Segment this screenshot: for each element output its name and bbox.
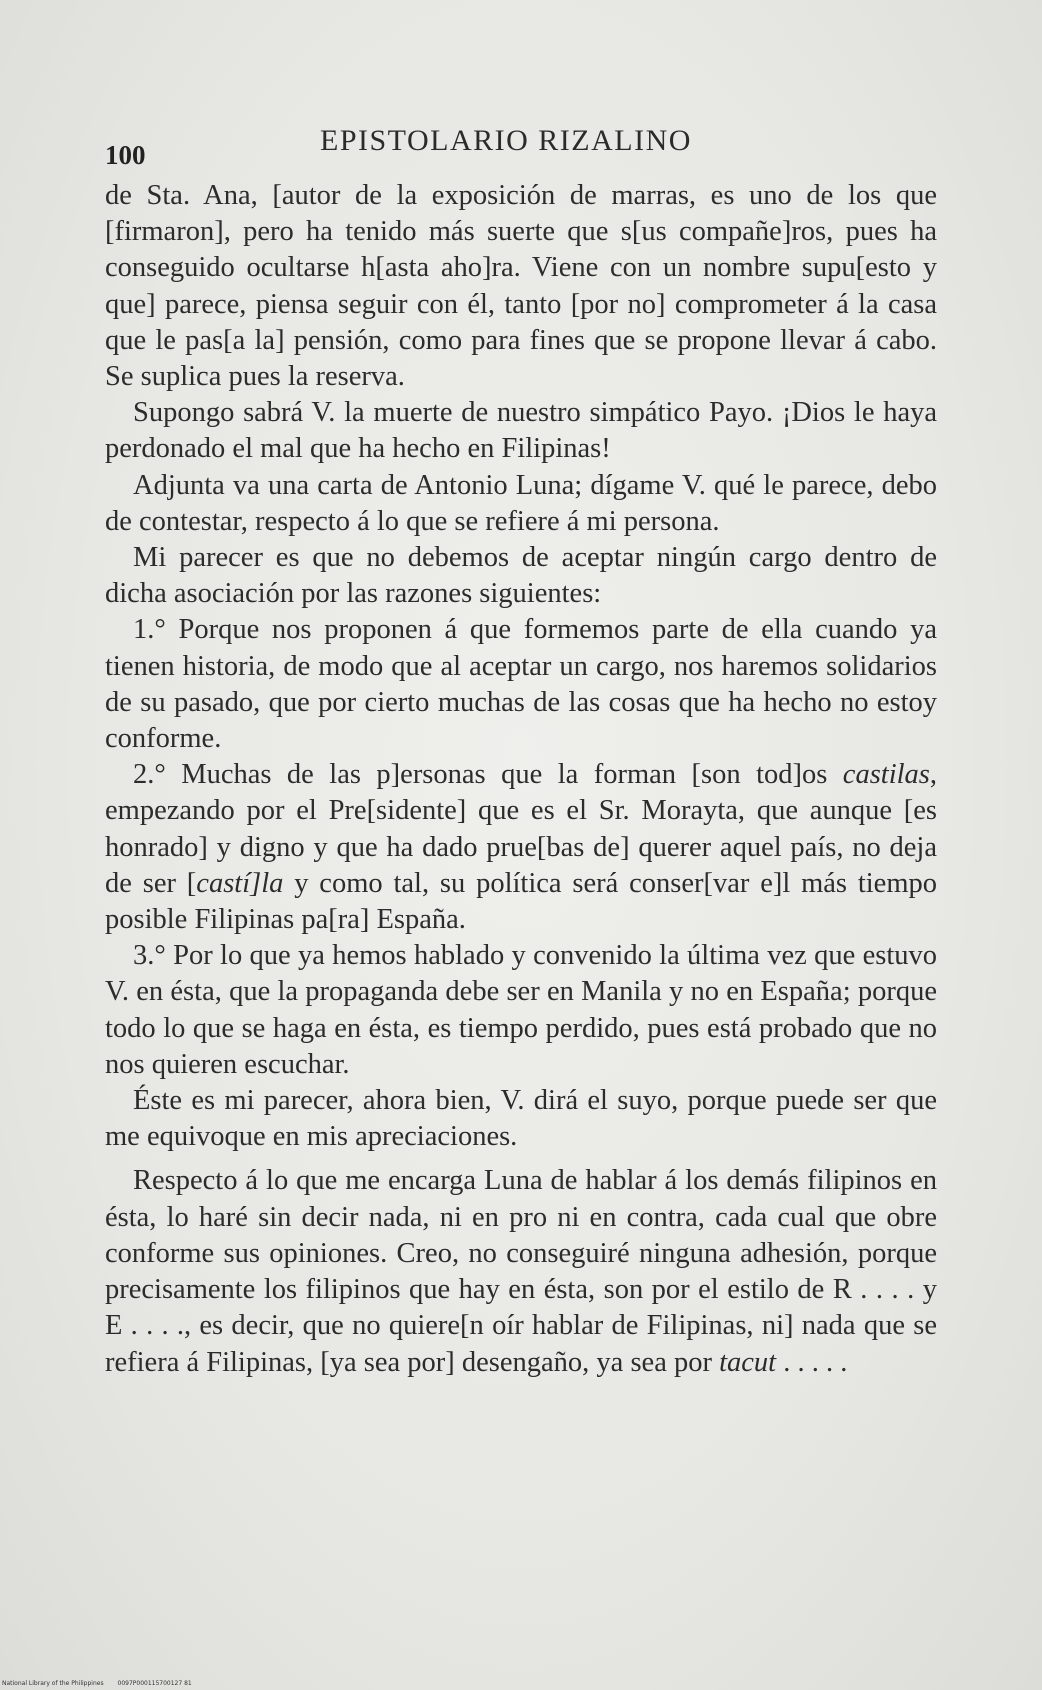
letter-body <box>105 178 937 1381</box>
paragraph-opinion: Éste es mi parecer, ahora bien, V. dirá el suyo, porque puede ser que me equivoque en mis apreciaciones. <box>105 1085 937 1153</box>
reason-2-italic-castilas: castilas <box>842 759 930 791</box>
footer-library: National Library of the Philippines <box>2 1680 104 1687</box>
running-head: EPISTOLARIO RIZALINO <box>320 124 692 157</box>
paragraph-4: Mi parecer es que no debemos de aceptar ningún cargo dentro de dicha asociación por las razones siguientes: <box>105 542 937 610</box>
luna-ellipsis: . . . . . <box>776 1346 848 1378</box>
page-header <box>105 118 935 168</box>
footer-code: 0097P000115700127 81 <box>117 1680 192 1687</box>
reason-2-part-3: y como tal, su política será conser[var e]l más tiempo posible Filipinas pa[ra] España. <box>105 867 937 936</box>
luna-text: Respecto á lo que me encarga Luna de hablar á los demás filipinos en ésta, lo haré sin decir nada, ni en pro ni en contra, cada cual que obre conforme sus opiniones. Creo, no conseguiré ninguna adhesión, porque precisamente los filipinos que hay en ésta, son por el estilo de R . . . . y E . . . ., es decir, que no quiere[n oír hablar de Filipinas, ni] nada que se refiera á Filipinas, [ya sea por] desengaño, ya sea por <box>105 1165 937 1378</box>
reason-2-italic-castila: castí]la <box>196 867 284 899</box>
paragraph-luna <box>105 1163 937 1380</box>
paragraph-1: de Sta. Ana, [autor de la exposición de marras, es uno de los que [firmaron], pero ha tenido más suerte que s[us compañe]ros, pues ha conseguido ocultarse h[asta aho]ra. Viene con un nombre supu[esto y que] parece, piensa seguir con él, tanto [por no] comprometer á la casa que le pas[a la] pensión, como para fines que se propone llevar á cabo. Se suplica pues la reserva. <box>105 180 937 393</box>
paragraph-reason-2 <box>105 757 937 938</box>
reason-2-part-2: , empezando por el Pre[sidente] que es el Sr. Morayta, que aunque [es honrado] y digno y que ha dado prue[bas de] querer aquel país, no deja de ser [ <box>105 759 938 899</box>
page-number: 100 <box>105 140 146 170</box>
luna-italic-tacut: tacut <box>719 1346 777 1378</box>
paragraph-2: Supongo sabrá V. la muerte de nuestro simpático Payo. ¡Dios le haya perdonado el mal que ha hecho en Filipinas! <box>105 397 937 465</box>
scan-footer <box>2 1680 204 1687</box>
reason-2-part-1: 2.° Muchas de las p]ersonas que la forman [son tod]os <box>133 759 828 791</box>
paragraph-reason-3: 3.° Por lo que ya hemos hablado y convenido la última vez que estuvo V. en ésta, que la propaganda debe ser en Manila y no en España; porque todo lo que se haga en ésta, es tiempo perdido, pues está probado que no nos quieren escuchar. <box>105 940 937 1080</box>
paragraph-3: Adjunta va una carta de Antonio Luna; dígame V. qué le parece, debo de contestar, respecto á lo que se refiere á mi persona. <box>105 469 937 537</box>
paragraph-reason-1: 1.° Porque nos proponen á que formemos parte de ella cuando ya tienen historia, de modo que al aceptar un cargo, nos haremos solidarios de su pasado, que por cierto muchas de las cosas que ha hecho no estoy conforme. <box>105 614 937 755</box>
